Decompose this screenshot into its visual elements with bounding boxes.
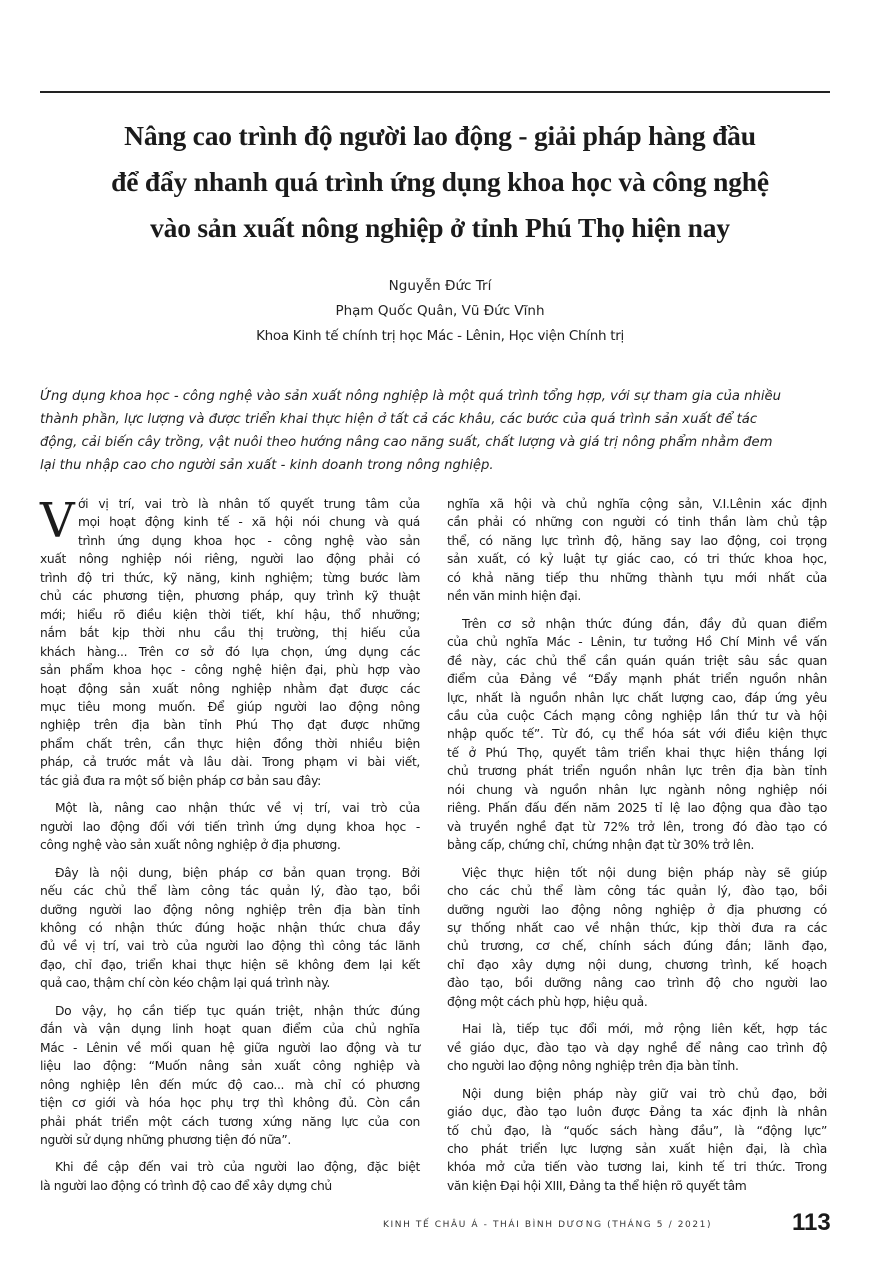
- author-block: [40, 274, 840, 349]
- body-text-line: cho phát triển lực lượng sản xuất hiện đại, là chìa: [447, 1141, 827, 1156]
- body-text-line: ới vị trí, vai trò là nhân tố quyết trung tâm của: [78, 497, 420, 511]
- abstract: [40, 385, 840, 477]
- body-text-line: quả cao, thậm chí còn kéo chậm lại quá trình này.: [40, 976, 330, 991]
- body-text-line: bằng cấp, chứng chỉ, chứng nhận đạt từ 30% trở lên.: [447, 838, 755, 853]
- body-text-line: tố chủ đạo, là “quốc sách hàng đầu”, là “động lực”: [447, 1123, 827, 1138]
- body-text-line: văn kiện Đại hội XIII, Đảng ta thể hiện rõ quyết tâm: [447, 1178, 747, 1193]
- title-line: vào sản xuất nông nghiệp ở tỉnh Phú Thọ hiện nay: [150, 212, 730, 243]
- body-text-line: sự thống nhất cao về nhận thức, kịp thời đưa ra các: [447, 920, 827, 935]
- body-text-line: đào tạo, bồi dưỡng nâng cao trình độ cho người lao: [447, 976, 827, 991]
- body-text-line: xuất nông nghiệp nói riêng, người lao động phải có: [40, 552, 420, 567]
- body-text-line: phải phát triển một cách tương xứng năng lực của con: [40, 1114, 420, 1129]
- body-text-line: mục tiêu mong muốn. Để giúp người lao động nông: [40, 699, 420, 714]
- body-text-line: và truyền nghề đạt từ 72% trở lên, trong đó đào tạo có: [447, 819, 827, 834]
- body-text-line: chủ trương, cơ chế, chính sách đúng đắn; lãnh đạo,: [447, 939, 827, 954]
- body-text-line: đạo, chỉ đạo, triển khai thực hiện sẽ không đem lại kết: [40, 957, 420, 972]
- body-text-line: Việc thực hiện tốt nội dung biện pháp này sẽ giúp: [462, 865, 827, 880]
- page-number: 113: [792, 1209, 831, 1236]
- body-text-line: khóa mở cửa tiến vào tương lai, kinh tế tri thức. Trong: [447, 1160, 827, 1175]
- body-text-line: nghiệp trên địa bàn tỉnh Phú Thọ đạt được những: [40, 718, 420, 733]
- body-text-line: chủ các phương tiện, phương pháp, quy trình kỹ thuật: [40, 589, 420, 604]
- body-text-line: Trên cơ sở nhận thức đúng đắn, đầy đủ quan điểm: [462, 616, 827, 631]
- body-text-line: liệu lao động: “Muốn nâng sản xuất công nghiệp và: [40, 1059, 420, 1074]
- body-text-line: nắm bắt kịp thời nhu cầu thị trường, thị hiếu của: [40, 626, 420, 641]
- body-text-line: Do vậy, họ cần tiếp tục quán triệt, nhận thức đúng: [55, 1003, 420, 1018]
- title-line: Nâng cao trình độ người lao động - giải pháp hàng đầu: [124, 120, 756, 151]
- body-text-line: công nghệ vào sản xuất nông nghiệp ở địa phương.: [40, 838, 341, 853]
- drop-cap: V: [40, 493, 75, 549]
- abstract-line: Ứng dụng khoa học - công nghệ vào sản xuất nông nghiệp là một quá trình tổng hợp, với sự tham gia của nhiều: [40, 389, 782, 404]
- article-title: [40, 113, 840, 251]
- body-text-line: Mác - Lênin về mối quan hệ giữa người lao động và tư: [40, 1040, 420, 1055]
- body-text-line: không có nhận thức đúng hoặc nhận thức chưa đầy: [40, 920, 420, 935]
- body-text-line: tiện cơ giới và hóa học phụ trợ thì không đủ. Còn cần: [40, 1096, 420, 1111]
- body-text-line: khách hàng... Trên cơ sở đó lựa chọn, ứng dụng các: [40, 644, 420, 659]
- body-text-line: là người lao động có trình độ cao để xây dựng chủ: [40, 1178, 332, 1193]
- abstract-line: lại thu nhập cao cho người sản xuất - kinh doanh trong nông nghiệp.: [40, 458, 494, 473]
- body-text-line: dưỡng người lao động nông nghiệp ở địa phương có: [447, 902, 827, 917]
- body-text-line: đủ về vị trí, vai trò của người lao động thì công tác lãnh: [40, 939, 420, 954]
- body-text-line: điểm của Đảng về “Đẩy mạnh phát triển nguồn nhân: [447, 672, 827, 687]
- body-text-line: đề này, các chủ thể cần quán quán triệt sâu sắc quan: [447, 653, 827, 668]
- body-text-line: giáo dục, đào tạo luôn được Đảng ta xác định là nhân: [447, 1105, 827, 1120]
- body-text-line: mới; hiểu rõ điều kiện thời tiết, khí hậu, thổ nhưỡng;: [40, 607, 420, 622]
- body-text-line: trình độ tri thức, kỹ năng, kinh nghiệm; từng bước làm: [40, 570, 420, 585]
- body-text-line: cầu của cuộc Cách mạng công nghiệp lần thứ tư và hội: [447, 708, 827, 723]
- title-line: để đẩy nhanh quá trình ứng dụng khoa học và công nghệ: [111, 166, 769, 197]
- body-text-line: Khi đề cập đến vai trò của người lao động, đặc biệt: [55, 1160, 420, 1175]
- top-rule: [40, 91, 830, 93]
- body-text-line: nói chung và nguồn nhân lực ngành nông nghiệp nói: [447, 782, 827, 797]
- body-text-line: nghĩa xã hội và chủ nghĩa cộng sản, V.I.Lênin xác định: [447, 497, 827, 511]
- author-name: Phạm Quốc Quân, Vũ Đức Vĩnh: [335, 303, 545, 319]
- body-text-line: cần phải có những con người có tinh thần làm chủ tập: [447, 515, 827, 530]
- body-text-line: người sử dụng những phương tiện đó nữa”.: [40, 1132, 291, 1147]
- body-text-line: có khả năng tiếp thu những thành tựu mới nhất của: [447, 570, 827, 585]
- body-text-line: Nội dung biện pháp này giữ vai trò chủ đạo, bởi: [462, 1086, 827, 1101]
- body-text-line: hoạt động sản xuất nông nghiệp nhằm đạt được các: [40, 681, 420, 696]
- body-text-line: tế ở Phú Thọ, quyết tâm triển khai thực hiện thắng lợi: [447, 745, 827, 760]
- body-text-line: đắn và vận dụng linh hoạt quan điểm của chủ nghĩa: [40, 1022, 420, 1037]
- body-text-line: cho các chủ thể làm công tác quản lý, đào tạo, bồi: [447, 884, 827, 899]
- body-column-left: [40, 495, 420, 1195]
- body-text-line: Một là, nâng cao nhận thức về vị trí, vai trò của: [55, 801, 420, 816]
- body-text-line: động một cách phù hợp, hiệu quả.: [447, 994, 648, 1009]
- body-text-line: lực, nhất là nguồn nhân lực chất lượng cao, đáp ứng yêu: [447, 690, 827, 705]
- body-text-line: trình ứng dụng khoa học - công nghệ vào sản: [78, 533, 420, 548]
- body-column-right: [447, 495, 827, 1195]
- body-text-line: phẩm chất trên, cần thực hiện đồng thời nhiều biện: [40, 736, 420, 751]
- body-text-line: dưỡng người lao động nông nghiệp trên địa bàn tỉnh: [40, 902, 420, 917]
- body-text-line: nông nghiệp lên đến mức độ cao... mà chỉ có phương: [40, 1077, 420, 1092]
- body-text-line: sản phẩm khoa học - công nghệ hiện đại, phù hợp vào: [40, 663, 420, 678]
- body-text-line: sản xuất, có kỷ luật tự giác cao, có tri thức khoa học,: [447, 552, 827, 567]
- body-text-line: riêng. Phấn đấu đến năm 2025 tỉ lệ lao động qua đào tạo: [447, 801, 827, 816]
- author-affiliation: Khoa Kinh tế chính trị học Mác - Lênin, Học viện Chính trị: [256, 328, 624, 344]
- body-text-line: của chủ nghĩa Mác - Lênin, tư tưởng Hồ Chí Minh về vấn: [447, 635, 827, 650]
- body-text-line: pháp, cả trước mắt và lâu dài. Trong phạm vi bài viết,: [40, 755, 420, 770]
- body-text-line: người lao động đối với tiến trình ứng dụng khoa học -: [40, 819, 420, 834]
- body-text-line: về giáo dục, đào tạo và dạy nghề để nâng cao trình độ: [447, 1040, 827, 1055]
- body-text-line: chủ trương phát triển nguồn nhân lực trên địa bàn tỉnh: [447, 764, 827, 779]
- body-text-line: nhập quốc tế”. Từ đó, cụ thể hóa sát với điều kiện thực: [447, 727, 827, 742]
- body-text-line: chỉ đạo xây dựng nội dung, chương trình, kế hoạch: [447, 957, 827, 972]
- abstract-line: động, cải biến cây trồng, vật nuôi theo hướng nâng cao năng suất, chất lượng và giá trị nông phẩm nhằm đem: [40, 435, 773, 450]
- body-text-line: nếu các chủ thể làm công tác quản lý, đào tạo, bồi: [40, 884, 420, 899]
- author-name: Nguyễn Đức Trí: [388, 278, 492, 294]
- body-text-line: Đây là nội dung, biện pháp cơ bản quan trọng. Bởi: [55, 865, 420, 880]
- body-text-line: cho người lao động nông nghiệp trên địa bàn tỉnh.: [447, 1059, 739, 1074]
- journal-footer: KINH TẾ CHÂU Á - THÁI BÌNH DƯƠNG (THÁNG 5 / 2021): [383, 1220, 713, 1230]
- body-text-line: thể, có năng lực trình độ, hăng say lao động, coi trọng: [447, 533, 827, 548]
- body-text-line: mọi hoạt động kinh tế - xã hội nói chung và quá: [78, 515, 420, 530]
- body-text-line: Hai là, tiếp tục đổi mới, mở rộng liên kết, hợp tác: [462, 1022, 827, 1037]
- body-text-line: tác giả đưa ra một số biện pháp cơ bản sau đây:: [40, 773, 321, 788]
- abstract-line: thành phần, lực lượng và được triển khai thực hiện ở tất cả các khâu, các bước của quá trình sản xuất để tác: [40, 412, 758, 427]
- body-text-line: nền văn minh hiện đại.: [447, 589, 581, 604]
